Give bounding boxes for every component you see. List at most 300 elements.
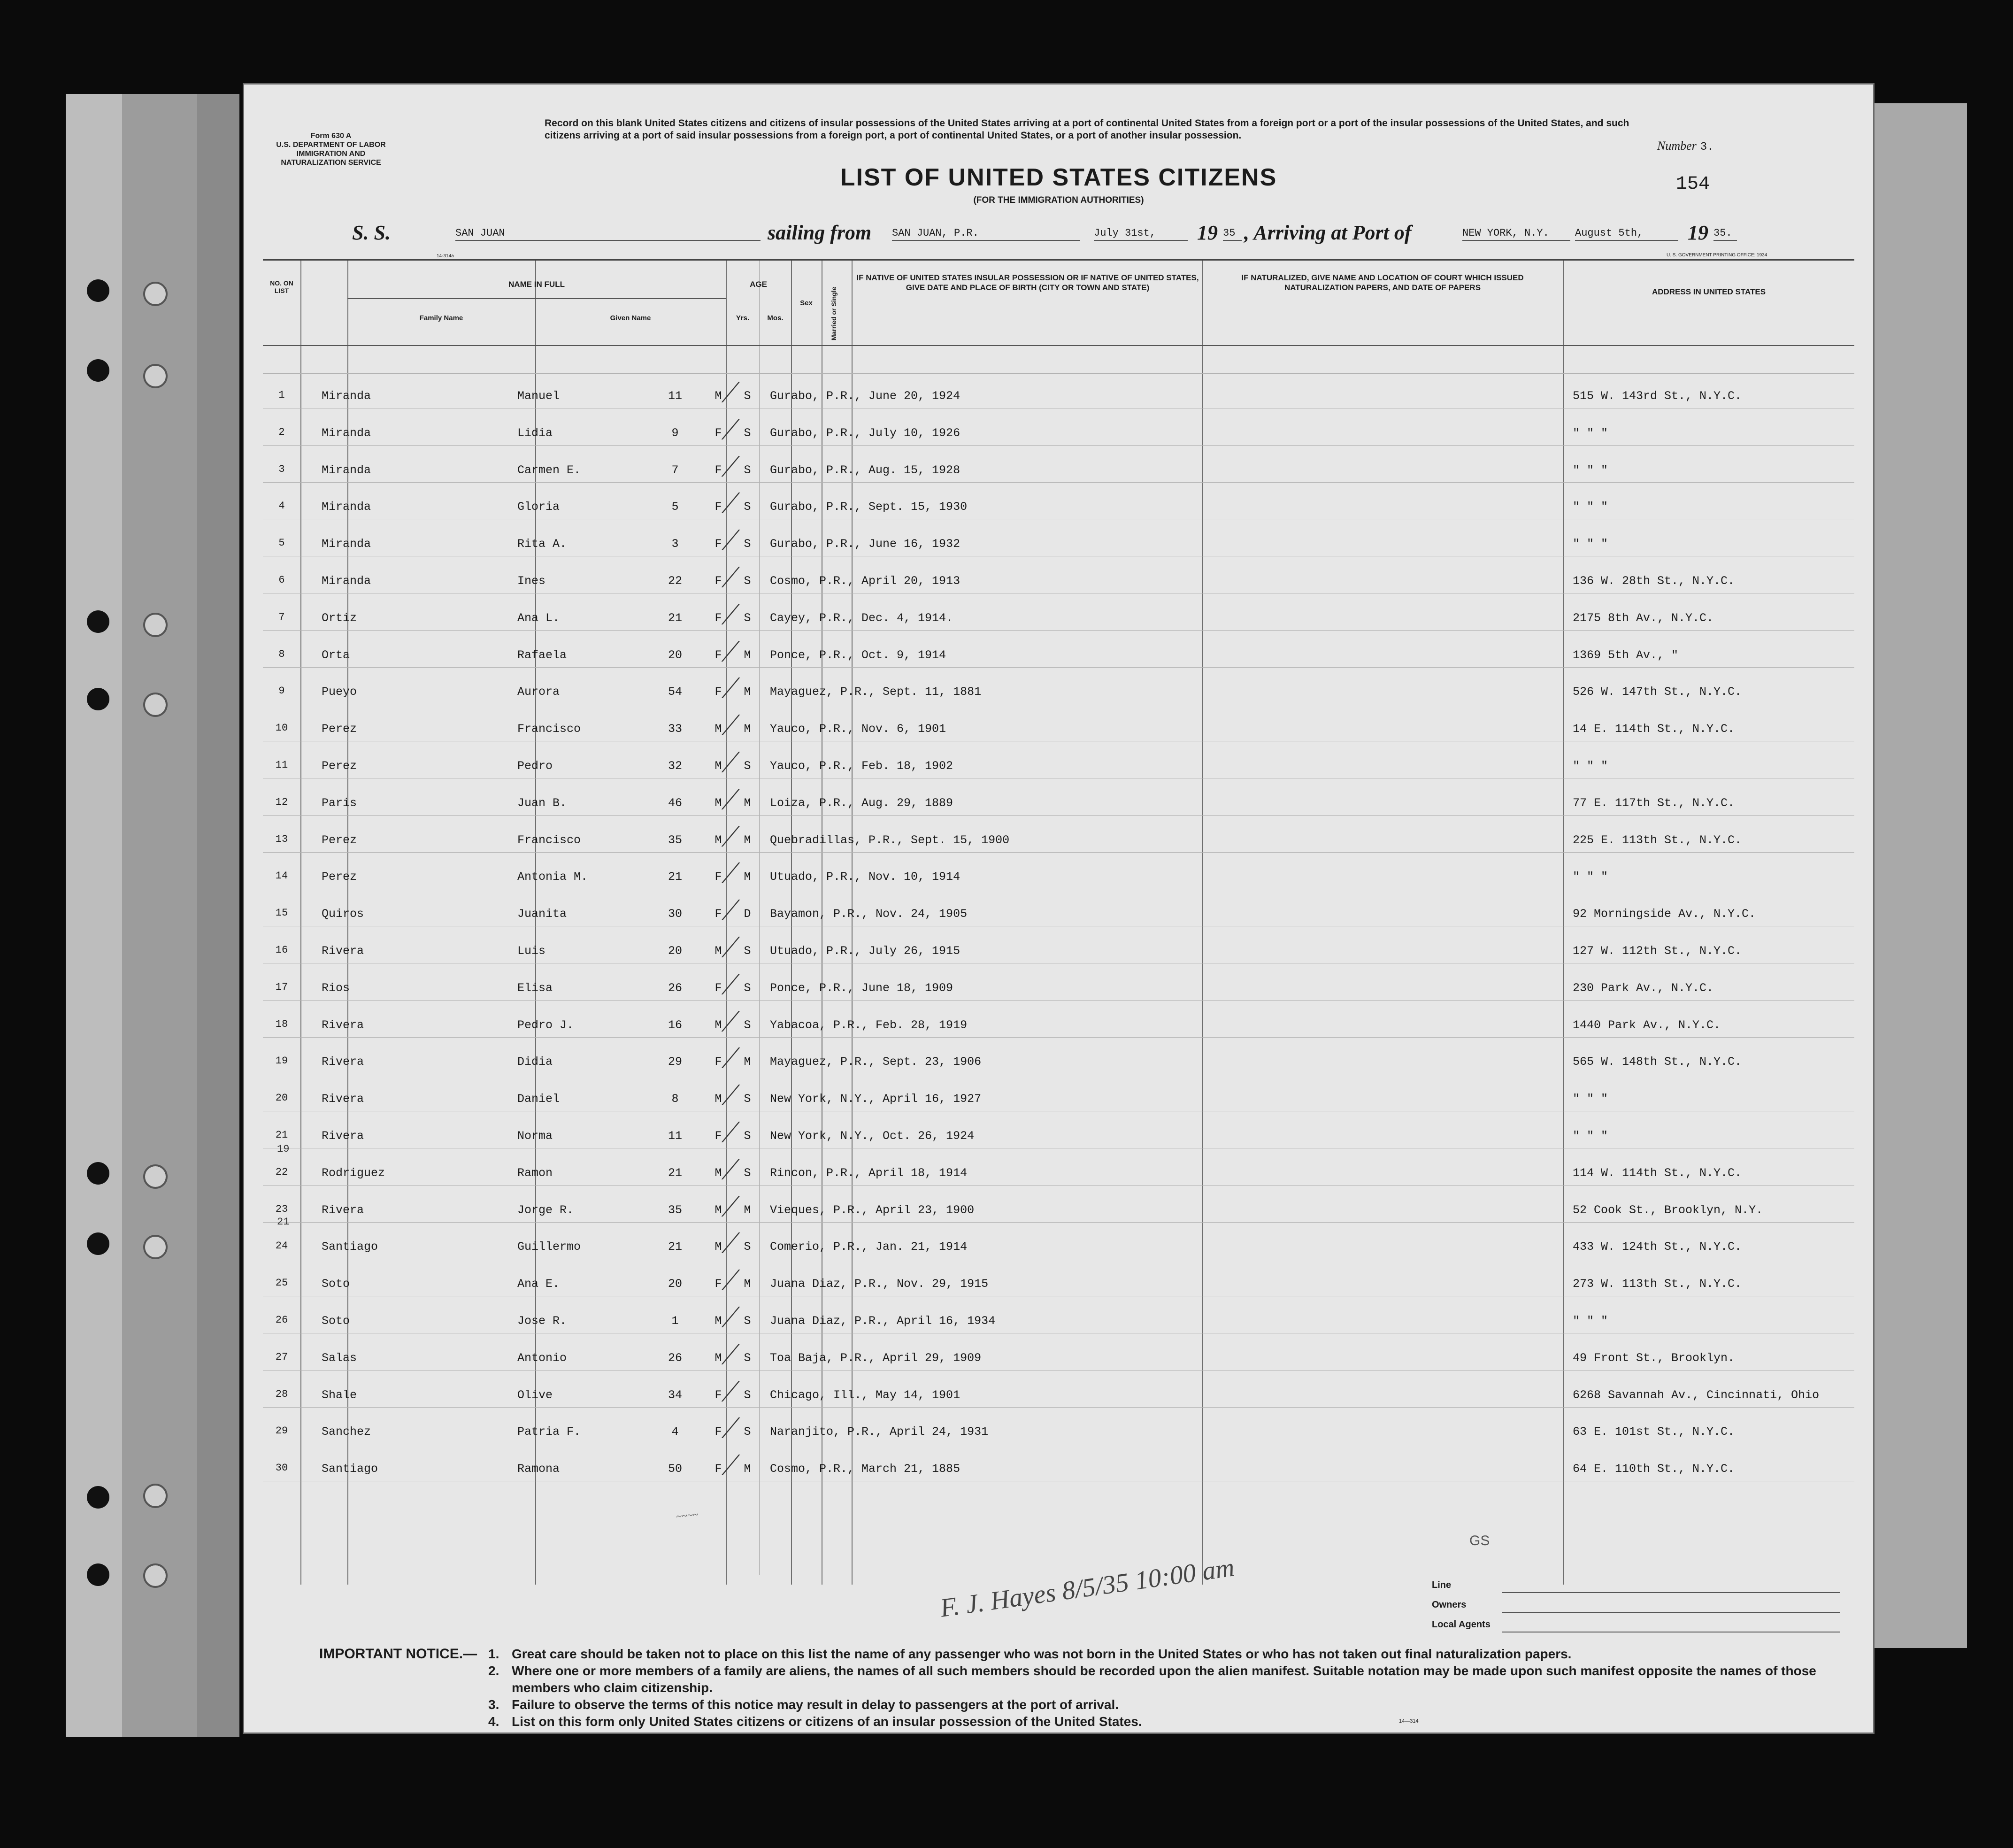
row-number: 23: [275, 1203, 288, 1215]
us-address: " " ": [1573, 537, 1608, 551]
row-number: 8: [278, 648, 285, 660]
family-name: Perez: [322, 833, 357, 847]
family-name: Miranda: [322, 537, 371, 551]
marital-status: S: [744, 1129, 751, 1143]
birth-place-date: Juana Diaz, P.R., Nov. 29, 1915: [770, 1277, 989, 1291]
birth-place-date: Bayamon, P.R., Nov. 24, 1905: [770, 907, 968, 921]
notice-form-code: 14—314: [1399, 1718, 1419, 1724]
birth-place-date: Yabacoa, P.R., Feb. 28, 1919: [770, 1018, 968, 1032]
row-number: 4: [278, 500, 285, 512]
handwritten-annotation: ~~~~: [675, 1508, 699, 1523]
notice-item-text: Where one or more members of a family are aliens, the names of all such members should be recorded upon the alien manifest. Suitable notation may be made upon such manifest opposite the names of those members who claim citizenship.: [512, 1663, 1816, 1695]
marital-status: S: [744, 500, 751, 514]
binder-ring: [143, 364, 168, 388]
us-address: 114 W. 114th St., N.Y.C.: [1573, 1166, 1742, 1180]
birth-place-date: Juana Diaz, P.R., April 16, 1934: [770, 1314, 996, 1328]
table-row: [263, 421, 1854, 444]
ship-name: SAN JUAN: [455, 227, 761, 241]
row-number: 25: [275, 1277, 288, 1289]
sex: M: [715, 1314, 722, 1328]
col-header-given-name: Given Name: [610, 314, 651, 322]
sex: M: [715, 1166, 722, 1180]
row-number: 17: [275, 981, 288, 993]
row-number: 10: [275, 722, 288, 734]
table-row: [263, 1419, 1854, 1443]
us-address: " " ": [1573, 759, 1608, 773]
row-number: 9: [278, 685, 285, 697]
family-name: Shale: [322, 1388, 357, 1402]
sex: F: [715, 1129, 722, 1143]
family-name: Quiros: [322, 907, 364, 921]
departure-date: July 31st,: [1094, 227, 1188, 241]
age-years: 16: [668, 1018, 682, 1032]
birth-place-date: Utuado, P.R., July 26, 1915: [770, 944, 960, 958]
birth-place-date: Ponce, P.R., June 18, 1909: [770, 981, 953, 995]
marital-status: S: [744, 574, 751, 588]
marital-status: M: [744, 1055, 751, 1069]
table-row: [263, 901, 1854, 925]
given-name: Manuel: [517, 389, 560, 403]
row-number: 15: [275, 907, 288, 919]
marital-status: S: [744, 1092, 751, 1106]
row-number: 18: [275, 1018, 288, 1030]
birth-place-date: Gurabo, P.R., Sept. 15, 1930: [770, 500, 968, 514]
form-number: Form 630 A: [310, 132, 352, 140]
marital-status: S: [744, 537, 751, 551]
col-header-married: Married or Single: [830, 286, 837, 340]
family-name: Miranda: [322, 500, 371, 514]
given-name: Juanita: [517, 907, 567, 921]
us-address: 63 E. 101st St., N.Y.C.: [1573, 1425, 1735, 1439]
row-number: 2: [278, 426, 285, 438]
notice-item: [488, 1646, 1850, 1663]
col-header-address: ADDRESS IN UNITED STATES: [1652, 287, 1766, 296]
sex: F: [715, 463, 722, 477]
sex: F: [715, 537, 722, 551]
binder-ring: [143, 693, 168, 717]
family-name: Soto: [322, 1314, 350, 1328]
birth-place-date: Cosmo, P.R., March 21, 1885: [770, 1462, 960, 1476]
row-number: 28: [275, 1388, 288, 1400]
given-name: Patria F.: [517, 1425, 581, 1439]
row-number: 12: [275, 796, 288, 808]
marital-status: S: [744, 759, 751, 773]
given-name: Didia: [517, 1055, 553, 1069]
col-header-mos: Mos.: [767, 314, 784, 322]
col-header-name-in-full: NAME IN FULL: [508, 280, 565, 289]
form-info: [272, 131, 390, 167]
table-row: [263, 1234, 1854, 1258]
marital-status: M: [744, 1277, 751, 1291]
notice-heading: IMPORTANT NOTICE.—: [319, 1646, 477, 1662]
us-address: 92 Morningside Av., N.Y.C.: [1573, 907, 1756, 921]
age-years: 21: [668, 1240, 682, 1254]
punch-hole: [87, 1563, 109, 1586]
sex: F: [715, 1277, 722, 1291]
age-years: 9: [671, 426, 679, 440]
marital-status: S: [744, 1166, 751, 1180]
family-name: Rivera: [322, 1092, 364, 1106]
sex: M: [715, 1351, 722, 1365]
us-address: 433 W. 124th St., N.Y.C.: [1573, 1240, 1742, 1254]
sex: F: [715, 685, 722, 699]
row-number: 14: [275, 870, 288, 882]
table-row: [263, 1161, 1854, 1184]
punch-hole: [87, 688, 109, 710]
family-name: Rivera: [322, 1129, 364, 1143]
marital-status: M: [744, 870, 751, 884]
row-rule: [263, 852, 1854, 853]
birth-place-date: Chicago, Ill., May 14, 1901: [770, 1388, 960, 1402]
owners-field: [1432, 1600, 1840, 1619]
age-years: 30: [668, 907, 682, 921]
marital-status: D: [744, 907, 751, 921]
us-address: 127 W. 112th St., N.Y.C.: [1573, 944, 1742, 958]
birth-place-date: Cosmo, P.R., April 20, 1913: [770, 574, 960, 588]
age-years: 21: [668, 611, 682, 625]
binder-ring: [143, 1484, 168, 1508]
notice-item-text: Great care should be taken not to place on this list the name of any passenger who was not born in the United States or who has not taken out final naturalization papers.: [512, 1647, 1572, 1661]
sex: F: [715, 1425, 722, 1439]
row-number: 19: [275, 1055, 288, 1067]
birth-place-date: Rincon, P.R., April 18, 1914: [770, 1166, 968, 1180]
table-row: [263, 531, 1854, 555]
birth-place-date: Gurabo, P.R., July 10, 1926: [770, 426, 960, 440]
given-name: Daniel: [517, 1092, 560, 1106]
list-number-value: 3.: [1700, 141, 1714, 154]
given-name: Ana L.: [517, 611, 560, 625]
record-instructions: Record on this blank United States citizens and citizens of insular possessions of the United States arriving at a port of continental United States from a foreign port or a port of the insular possessions of the United States, and such citizens arriving at a port of said insular possessions from a foreign port, a port of continental United States, or a port of another insular possession.: [545, 118, 1629, 141]
row-number: 26: [275, 1314, 288, 1326]
table-row: [263, 494, 1854, 518]
marital-status: S: [744, 463, 751, 477]
notice-items: [488, 1646, 1850, 1730]
margin-note: 19: [277, 1143, 290, 1155]
marital-status: S: [744, 1240, 751, 1254]
sex: M: [715, 1018, 722, 1032]
department: U.S. DEPARTMENT OF LABOR: [276, 141, 386, 149]
row-number: 3: [278, 463, 285, 475]
given-name: Luis: [517, 944, 546, 958]
sex: F: [715, 870, 722, 884]
birth-place-date: Utuado, P.R., Nov. 10, 1914: [770, 870, 960, 884]
family-name: Soto: [322, 1277, 350, 1291]
department: IMMIGRATION AND: [296, 150, 366, 158]
given-name: Norma: [517, 1129, 553, 1143]
arrival-year: 35.: [1713, 227, 1737, 241]
row-number: 7: [278, 611, 285, 623]
table-row: [263, 864, 1854, 888]
birth-place-date: Yauco, P.R., Feb. 18, 1902: [770, 759, 953, 773]
age-years: 20: [668, 648, 682, 662]
arrival-port: NEW YORK, N.Y.: [1462, 227, 1570, 241]
age-years: 7: [671, 463, 679, 477]
table-row: [263, 384, 1854, 407]
table-row: [263, 976, 1854, 999]
given-name: Ramon: [517, 1166, 553, 1180]
row-number: 27: [275, 1351, 288, 1363]
us-address: 49 Front St., Brooklyn.: [1573, 1351, 1735, 1365]
birth-place-date: New York, N.Y., April 16, 1927: [770, 1092, 982, 1106]
table-row: [263, 458, 1854, 481]
sex: M: [715, 1092, 722, 1106]
row-rule: [263, 1000, 1854, 1001]
given-name: Olive: [517, 1388, 553, 1402]
given-name: Gloria: [517, 500, 560, 514]
marital-status: M: [744, 1462, 751, 1476]
age-years: 32: [668, 759, 682, 773]
row-number: 5: [278, 537, 285, 549]
table-row: [263, 679, 1854, 703]
family-name: Miranda: [322, 574, 371, 588]
department: NATURALIZATION SERVICE: [281, 159, 381, 167]
marital-status: M: [744, 685, 751, 699]
us-address: 14 E. 114th St., N.Y.C.: [1573, 722, 1735, 736]
given-name: Rita A.: [517, 537, 567, 551]
given-name: Francisco: [517, 833, 581, 847]
year-prefix: 19: [1197, 221, 1218, 244]
row-rule: [263, 1037, 1854, 1038]
age-years: 35: [668, 1203, 682, 1217]
row-rule: [263, 1185, 1854, 1186]
binder-ring: [143, 1235, 168, 1259]
family-name: Miranda: [322, 389, 371, 403]
age-years: 1: [671, 1314, 679, 1328]
year-prefix: 19: [1688, 221, 1708, 244]
age-years: 34: [668, 1388, 682, 1402]
sex: M: [715, 944, 722, 958]
manifest-page: [244, 85, 1873, 1732]
notice-item: [488, 1696, 1850, 1713]
row-number: 21: [275, 1129, 288, 1141]
marital-status: M: [744, 1203, 751, 1217]
family-name: Rivera: [322, 1055, 364, 1069]
inspector-stamp: GS: [1469, 1533, 1490, 1548]
owners-label: Owners: [1432, 1600, 1467, 1610]
given-name: Antonia M.: [517, 870, 588, 884]
age-years: 35: [668, 833, 682, 847]
marital-status: S: [744, 1425, 751, 1439]
col-header-no: NO. ON LIST: [270, 279, 293, 294]
us-address: " " ": [1573, 426, 1608, 440]
punch-hole: [87, 359, 109, 382]
sex: F: [715, 981, 722, 995]
age-years: 11: [668, 389, 682, 403]
col-header-naturalized: IF NATURALIZED, GIVE NAME AND LOCATION OF COURT WHICH ISSUED NATURALIZATION PAPERS, AND DATE OF PAPERS: [1241, 273, 1524, 292]
family-name: Pueyo: [322, 685, 357, 699]
us-address: 1440 Park Av., N.Y.C.: [1573, 1018, 1721, 1032]
family-name: Miranda: [322, 463, 371, 477]
table-row: [263, 791, 1854, 814]
given-name: Ana E.: [517, 1277, 560, 1291]
row-number: 16: [275, 944, 288, 956]
row-number: 29: [275, 1425, 288, 1437]
birth-place-date: Mayaguez, P.R., Sept. 11, 1881: [770, 685, 982, 699]
arrival-date: August 5th,: [1575, 227, 1678, 241]
marital-status: S: [744, 1351, 751, 1365]
sex: F: [715, 907, 722, 921]
row-number: 13: [275, 833, 288, 845]
us-address: 273 W. 113th St., N.Y.C.: [1573, 1277, 1742, 1291]
us-address: 515 W. 143rd St., N.Y.C.: [1573, 389, 1742, 403]
us-address: 2175 8th Av., N.Y.C.: [1573, 611, 1714, 625]
punch-hole: [87, 1232, 109, 1255]
birth-place-date: Gurabo, P.R., June 20, 1924: [770, 389, 960, 403]
form-code: 14-314a: [437, 254, 454, 259]
family-name: Orta: [322, 648, 350, 662]
family-name: Rios: [322, 981, 350, 995]
given-name: Aurora: [517, 685, 560, 699]
binder-ring: [143, 282, 168, 306]
birth-place-date: Ponce, P.R., Oct. 9, 1914: [770, 648, 946, 662]
family-name: Perez: [322, 870, 357, 884]
birth-place-date: Mayaguez, P.R., Sept. 23, 1906: [770, 1055, 982, 1069]
sex: M: [715, 389, 722, 403]
table-row: [263, 1124, 1854, 1147]
voyage-line: [343, 221, 1845, 244]
table-row: [263, 606, 1854, 629]
departure-year: 35: [1223, 227, 1242, 241]
birth-place-date: Yauco, P.R., Nov. 6, 1901: [770, 722, 946, 736]
given-name: Ramona: [517, 1462, 560, 1476]
birth-place-date: Naranjito, P.R., April 24, 1931: [770, 1425, 989, 1439]
notice-item: [488, 1663, 1850, 1696]
list-number-label: Number: [1657, 139, 1697, 153]
us-address: 225 E. 113th St., N.Y.C.: [1573, 833, 1742, 847]
age-years: 20: [668, 944, 682, 958]
age-years: 4: [671, 1425, 679, 1439]
row-rule: [263, 815, 1854, 816]
us-address: 526 W. 147th St., N.Y.C.: [1573, 685, 1742, 699]
row-number: 1: [278, 389, 285, 401]
birth-place-date: Quebradillas, P.R., Sept. 15, 1900: [770, 833, 1010, 847]
row-number: 11: [275, 759, 288, 771]
notice-item-number: 4.: [488, 1714, 499, 1729]
age-years: 54: [668, 685, 682, 699]
given-name: Lidia: [517, 426, 553, 440]
col-header-family-name: Family Name: [419, 314, 463, 322]
sex: M: [715, 1240, 722, 1254]
notice-item-text: Failure to observe the terms of this notice may result in delay to passengers at the port of arrival.: [512, 1697, 1119, 1712]
us-address: 1369 5th Av., ": [1573, 648, 1679, 662]
given-name: Rafaela: [517, 648, 567, 662]
citizens-table: [263, 259, 1854, 1585]
us-address: 6268 Savannah Av., Cincinnati, Ohio: [1573, 1388, 1820, 1402]
family-name: Salas: [322, 1351, 357, 1365]
marital-status: S: [744, 981, 751, 995]
family-name: Santiago: [322, 1240, 378, 1254]
age-years: 21: [668, 870, 682, 884]
table-row: [263, 1086, 1854, 1110]
given-name: Francisco: [517, 722, 581, 736]
family-name: Rodriguez: [322, 1166, 385, 1180]
given-name: Elisa: [517, 981, 553, 995]
birth-place-date: Gurabo, P.R., Aug. 15, 1928: [770, 463, 960, 477]
row-rule: [263, 445, 1854, 446]
punch-hole: [87, 1486, 109, 1509]
notice-item-number: 3.: [488, 1697, 499, 1712]
table-row: [263, 1271, 1854, 1295]
sex: F: [715, 1055, 722, 1069]
row-rule: [263, 482, 1854, 483]
us-address: 136 W. 28th St., N.Y.C.: [1573, 574, 1735, 588]
notice-item: [488, 1713, 1850, 1730]
us-address: " " ": [1573, 1129, 1608, 1143]
family-name: Rivera: [322, 944, 364, 958]
row-rule: [263, 1370, 1854, 1371]
row-number: 20: [275, 1092, 288, 1104]
binder-ring: [143, 1563, 168, 1588]
notice-item-number: 2.: [488, 1663, 499, 1678]
table-row: [263, 828, 1854, 851]
age-years: 21: [668, 1166, 682, 1180]
age-years: 29: [668, 1055, 682, 1069]
sex: F: [715, 1388, 722, 1402]
marital-status: M: [744, 833, 751, 847]
local-agents-field: [1432, 1619, 1840, 1639]
sex: F: [715, 611, 722, 625]
age-years: 46: [668, 796, 682, 810]
marital-status: S: [744, 1314, 751, 1328]
sailing-from-label: sailing from: [768, 221, 872, 244]
sex: M: [715, 759, 722, 773]
birth-place-date: Toa Baja, P.R., April 29, 1909: [770, 1351, 982, 1365]
notice-item-number: 1.: [488, 1647, 499, 1661]
us-address: " " ": [1573, 870, 1608, 884]
marital-status: S: [744, 1388, 751, 1402]
us-address: 64 E. 110th St., N.Y.C.: [1573, 1462, 1735, 1476]
marital-status: S: [744, 611, 751, 625]
line-label: Line: [1432, 1580, 1452, 1590]
birth-place-date: Loiza, P.R., Aug. 29, 1889: [770, 796, 953, 810]
notice-item-text: List on this form only United States citizens or citizens of an insular possession of the United States.: [512, 1714, 1142, 1729]
sex: F: [715, 648, 722, 662]
margin-note: 21: [277, 1216, 290, 1228]
sex: M: [715, 796, 722, 810]
row-rule: [263, 373, 1854, 374]
family-name: Perez: [322, 759, 357, 773]
list-number: [1657, 139, 1714, 154]
header-rule: [263, 345, 1854, 346]
given-name: Pedro: [517, 759, 553, 773]
punch-hole: [87, 1162, 109, 1185]
marital-status: M: [744, 796, 751, 810]
header-divider: [347, 298, 726, 299]
marital-status: S: [744, 944, 751, 958]
us-address: " " ": [1573, 1314, 1608, 1328]
sex: M: [715, 833, 722, 847]
birth-place-date: New York, N.Y., Oct. 26, 1924: [770, 1129, 975, 1143]
binder-strip: [197, 94, 239, 1737]
family-name: Santiago: [322, 1462, 378, 1476]
family-name: Perez: [322, 722, 357, 736]
marital-status: S: [744, 426, 751, 440]
marital-status: S: [744, 389, 751, 403]
us-address: 52 Cook St., Brooklyn, N.Y.: [1573, 1203, 1763, 1217]
sex: F: [715, 500, 722, 514]
given-name: Antonio: [517, 1351, 567, 1365]
table-row: [263, 1013, 1854, 1036]
given-name: Jorge R.: [517, 1203, 574, 1217]
sex: F: [715, 426, 722, 440]
table-row: [263, 1456, 1854, 1480]
col-header-yrs: Yrs.: [736, 314, 750, 322]
right-page-edge: [1873, 103, 1967, 1648]
page-number: 154: [1676, 174, 1710, 195]
line-field: [1432, 1580, 1840, 1600]
punch-hole: [87, 279, 109, 302]
age-years: 5: [671, 500, 679, 514]
